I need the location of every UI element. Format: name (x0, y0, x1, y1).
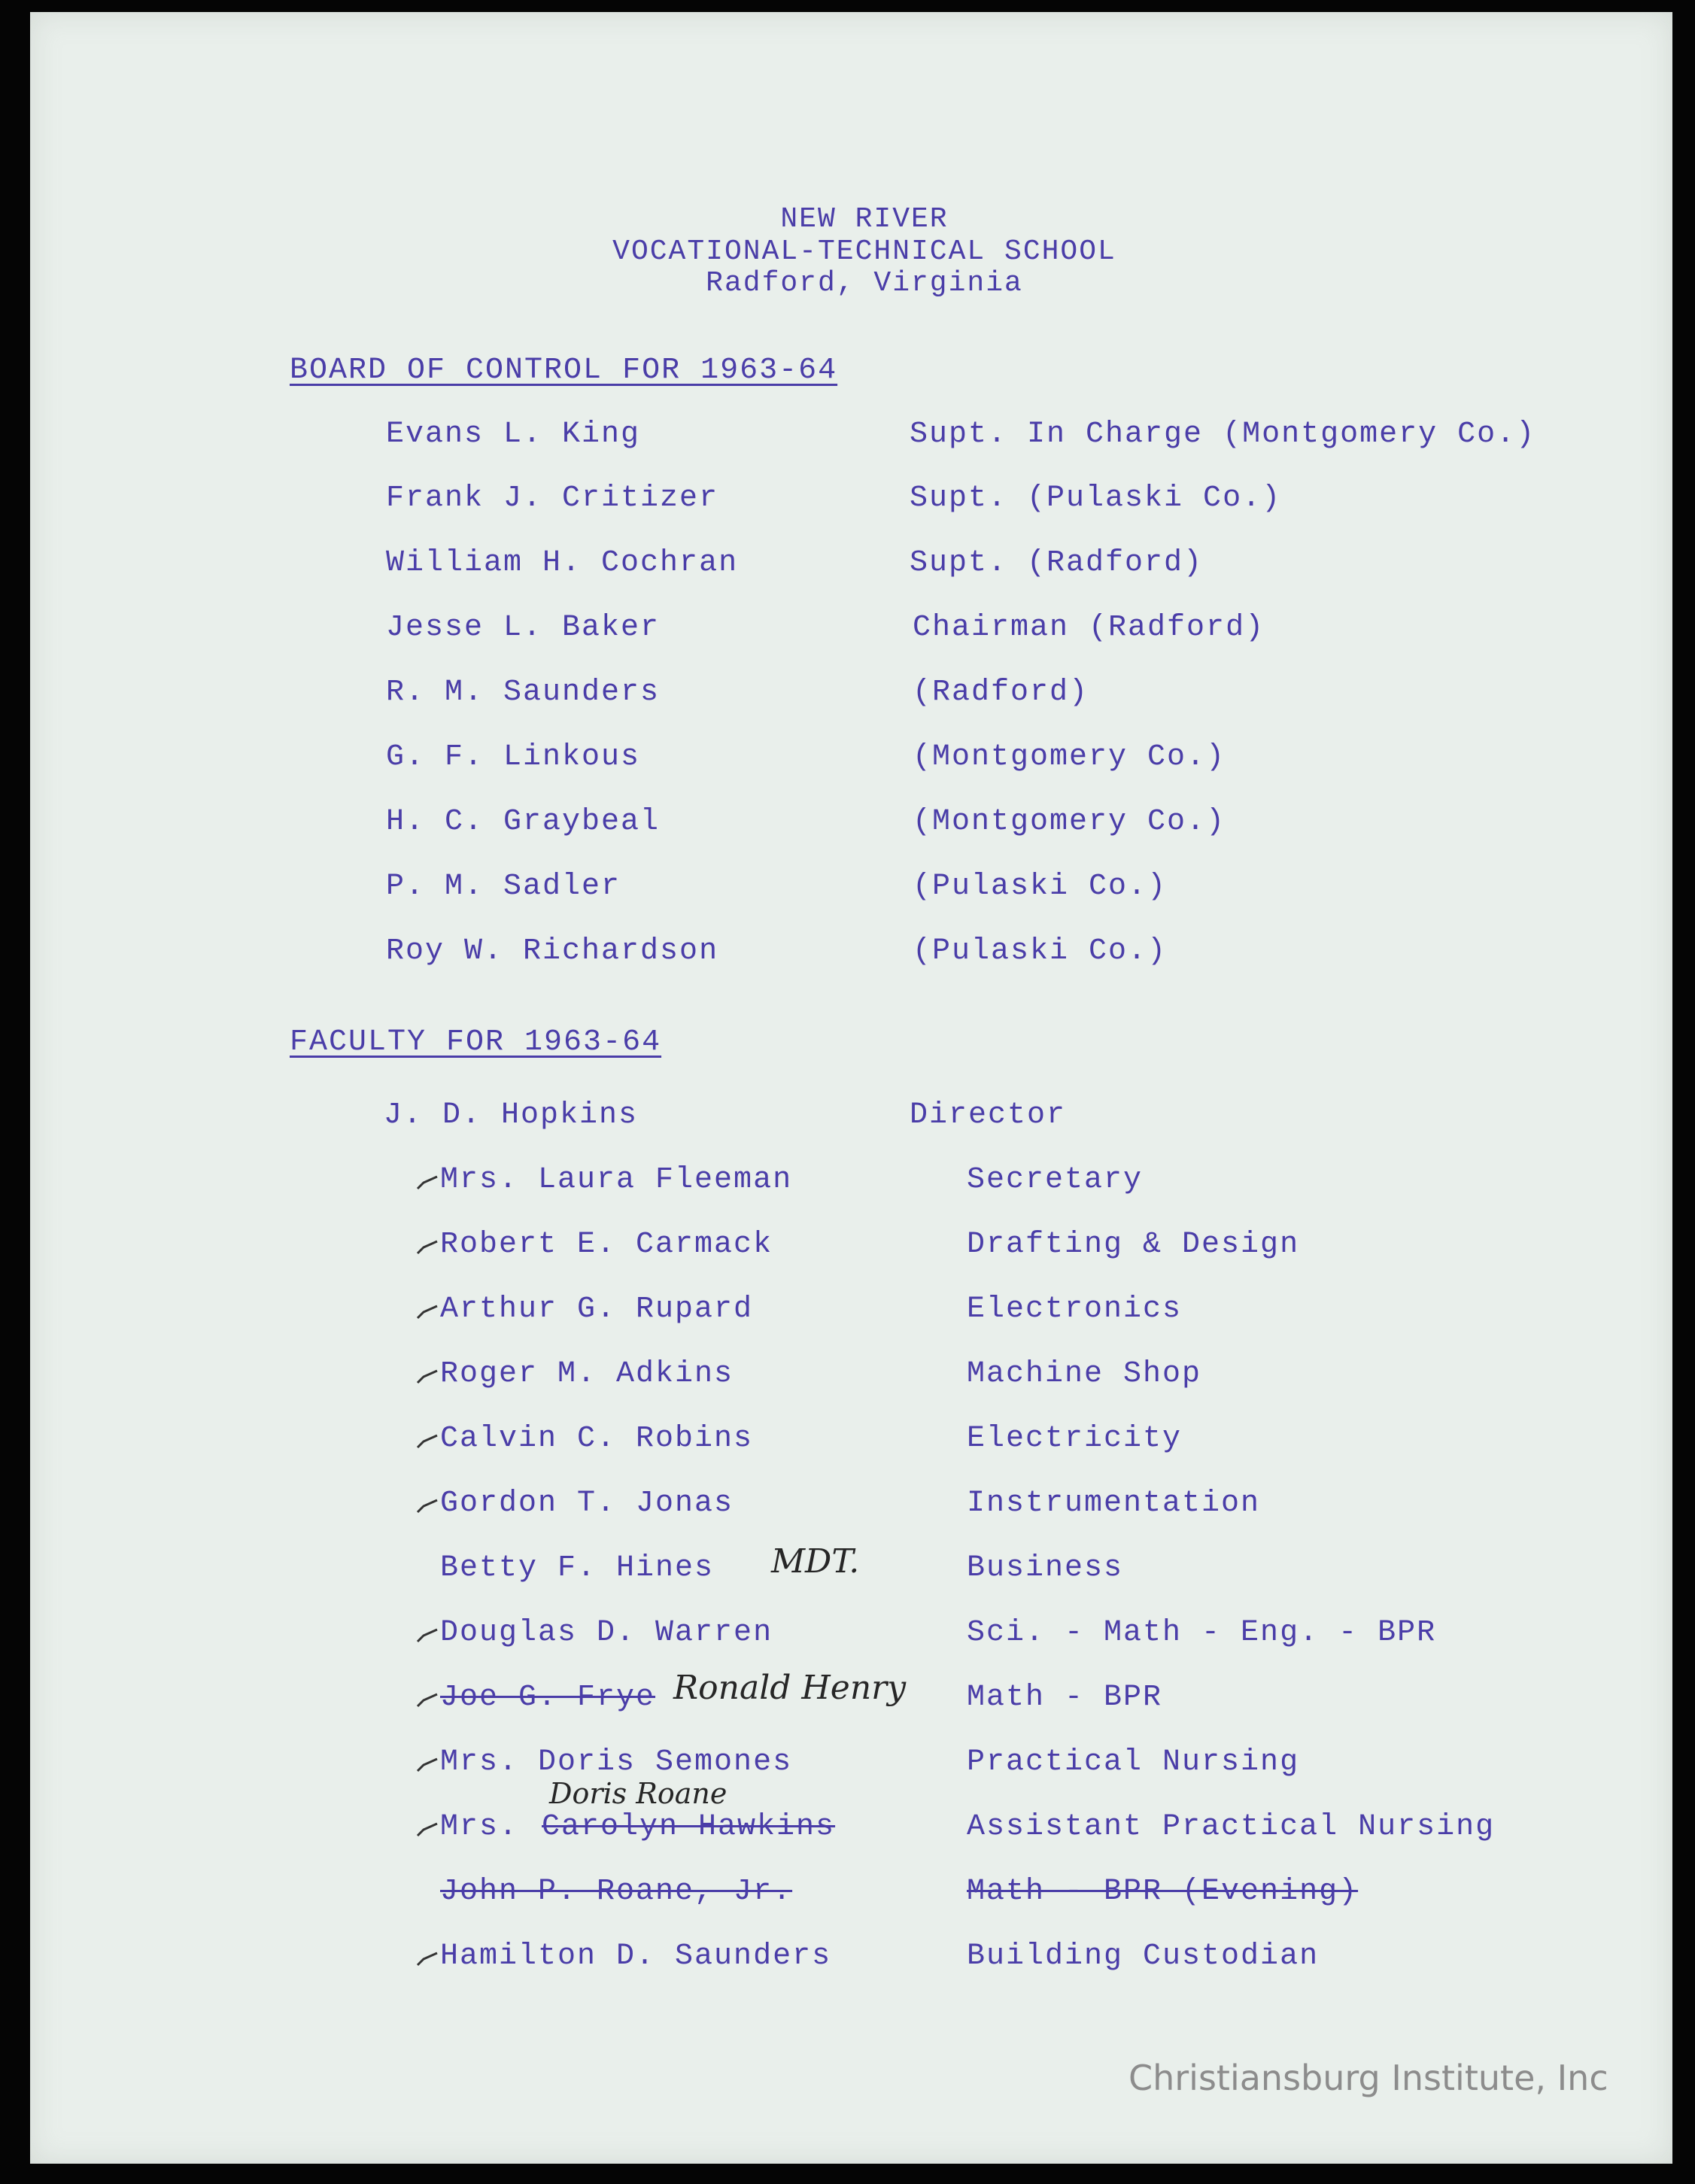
faculty-director-role: Director (910, 1098, 1067, 1132)
check-mark-icon (416, 1434, 439, 1450)
board-member-name: R. M. Saunders (386, 676, 661, 709)
faculty-member-role: Instrumentation (967, 1487, 1261, 1520)
faculty-member-role: Sci. - Math - Eng. - BPR (967, 1616, 1437, 1650)
check-mark-icon (416, 1175, 439, 1192)
check-mark-icon (416, 1305, 439, 1321)
faculty-member-name: Robert E. Carmack (440, 1228, 773, 1262)
watermark: Christiansburg Institute, Inc (1128, 2058, 1608, 2098)
faculty-member-role: Drafting & Design (967, 1228, 1300, 1262)
faculty-member-name: Roger M. Adkins (440, 1357, 734, 1391)
board-member-name: P. M. Sadler (386, 870, 621, 904)
faculty-member-name: Arthur G. Rupard (440, 1292, 754, 1326)
board-member-role: (Pulaski Co.) (913, 870, 1168, 904)
faculty-member-role: Assistant Practical Nursing (967, 1810, 1496, 1844)
check-mark-icon (416, 1628, 439, 1645)
board-member-name: Jesse L. Baker (386, 611, 661, 645)
faculty-member-prefix: Mrs. (440, 1810, 519, 1844)
faculty-member-role: Machine Shop (967, 1357, 1202, 1391)
faculty-member-role: Business (967, 1551, 1124, 1585)
check-mark-icon (416, 1499, 439, 1515)
check-mark-icon (416, 1693, 439, 1709)
faculty-member-name: Gordon T. Jonas (440, 1487, 734, 1520)
board-heading: BOARD OF CONTROL FOR 1963-64 (290, 354, 838, 387)
check-mark-icon (416, 1757, 439, 1774)
board-member-name: William H. Cochran (386, 546, 739, 580)
faculty-director-name: J. D. Hopkins (384, 1098, 639, 1132)
handwritten-note: MDT. (771, 1542, 860, 1581)
board-member-name: H. C. Graybeal (386, 805, 661, 839)
board-member-name: Roy W. Richardson (386, 934, 719, 968)
faculty-member-role: Secretary (967, 1163, 1144, 1197)
faculty-member-role: Electricity (967, 1422, 1183, 1456)
handwritten-replacement-name: Doris Roane (549, 1777, 728, 1810)
struck-faculty-name: Joe G. Frye (440, 1681, 656, 1715)
faculty-member-role: Building Custodian (967, 1939, 1320, 1973)
faculty-member-name: Hamilton D. Saunders (440, 1939, 832, 1973)
board-member-role: (Montgomery Co.) (913, 805, 1226, 839)
faculty-member-role: Electronics (967, 1292, 1183, 1326)
faculty-member-role: Practical Nursing (967, 1745, 1300, 1779)
faculty-member-name: Mrs. Doris Semones (440, 1745, 793, 1779)
board-member-role: Supt. In Charge (Montgomery Co.) (910, 418, 1536, 451)
board-member-role: (Pulaski Co.) (913, 934, 1168, 968)
board-member-role: Supt. (Radford) (910, 546, 1204, 580)
board-member-name: Evans L. King (386, 418, 641, 451)
struck-faculty-name: John P. Roane, Jr. (440, 1875, 793, 1909)
check-mark-icon (416, 1822, 439, 1839)
board-member-role: (Montgomery Co.) (913, 740, 1226, 774)
board-member-name: G. F. Linkous (386, 740, 641, 774)
header-line-1: NEW RIVER (780, 203, 949, 235)
faculty-member-name: Calvin C. Robins (440, 1422, 754, 1456)
board-member-role: Supt. (Pulaski Co.) (910, 481, 1282, 515)
faculty-member-role: Math - BPR (967, 1681, 1163, 1715)
struck-faculty-role: Math - BPR (Evening) (967, 1875, 1359, 1909)
faculty-member-name: Douglas D. Warren (440, 1616, 773, 1650)
faculty-member-name: Mrs. Laura Fleeman (440, 1163, 793, 1197)
board-member-role: Chairman (Radford) (913, 611, 1265, 645)
board-member-name: Frank J. Critizer (386, 481, 719, 515)
struck-faculty-name: Carolyn Hawkins (542, 1810, 836, 1844)
header-line-2: VOCATIONAL-TECHNICAL SCHOOL (612, 235, 1116, 268)
check-mark-icon (416, 1952, 439, 1968)
header-line-3: Radford, Virginia (706, 267, 1023, 299)
check-mark-icon (416, 1240, 439, 1256)
faculty-member-name: Betty F. Hines (440, 1551, 715, 1585)
board-member-role: (Radford) (913, 676, 1089, 709)
check-mark-icon (416, 1369, 439, 1386)
faculty-heading: FACULTY FOR 1963-64 (290, 1025, 662, 1059)
handwritten-replacement-name: Ronald Henry (673, 1669, 907, 1707)
